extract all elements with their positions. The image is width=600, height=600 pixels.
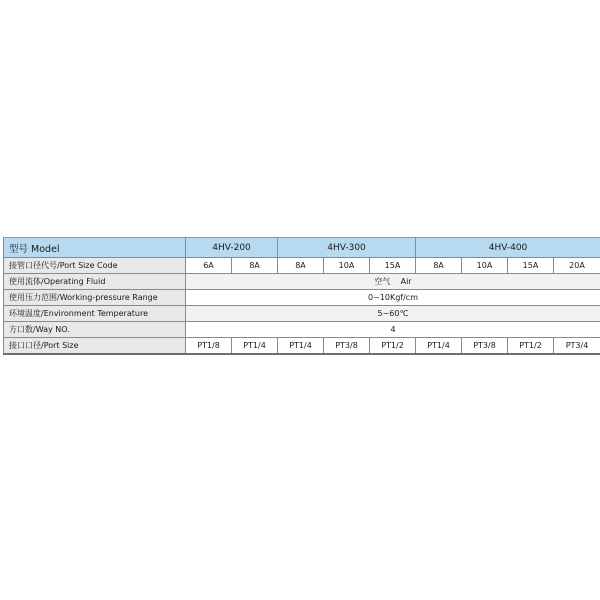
port-size-cell: PT1/2 bbox=[508, 338, 554, 355]
pressure-range-label: 使用压力范围/Working-pressure Range bbox=[4, 290, 186, 306]
model-4hv-300: 4HV-300 bbox=[278, 238, 416, 258]
model-header-row bbox=[4, 238, 600, 258]
port-size-code-label: 接管口径代号/Port Size Code bbox=[4, 258, 186, 274]
port-size-cell: PT3/8 bbox=[324, 338, 370, 355]
port-code-cell: 8A bbox=[416, 258, 462, 274]
operating-fluid-value: 空气 Air bbox=[186, 274, 600, 290]
port-size-cell: PT1/8 bbox=[186, 338, 232, 355]
way-number-label: 方口数/Way NO. bbox=[4, 322, 186, 338]
way-number-row bbox=[4, 322, 600, 338]
pressure-range-value: 0~10Kgf/cm bbox=[186, 290, 600, 306]
port-code-cell: 10A bbox=[462, 258, 508, 274]
port-size-code-row bbox=[4, 258, 600, 274]
port-code-cell: 6A bbox=[186, 258, 232, 274]
port-code-cell: 15A bbox=[370, 258, 416, 274]
operating-fluid-label: 使用流体/Operating Fluid bbox=[4, 274, 186, 290]
port-size-cell: PT3/8 bbox=[462, 338, 508, 355]
model-4hv-200: 4HV-200 bbox=[186, 238, 278, 258]
port-code-cell: 10A bbox=[324, 258, 370, 274]
port-code-cell: 20A bbox=[554, 258, 600, 274]
port-code-cell: 15A bbox=[508, 258, 554, 274]
environment-temperature-row bbox=[4, 306, 600, 322]
port-size-row bbox=[4, 338, 600, 355]
port-size-cell: PT1/2 bbox=[370, 338, 416, 355]
port-code-cell: 8A bbox=[278, 258, 324, 274]
port-size-label: 接口口径/Port Size bbox=[4, 338, 186, 355]
way-number-value: 4 bbox=[186, 322, 600, 338]
model-label: 型号 Model bbox=[4, 238, 186, 258]
port-size-cell: PT1/4 bbox=[232, 338, 278, 355]
port-code-cell: 8A bbox=[232, 258, 278, 274]
port-size-cell: PT3/4 bbox=[554, 338, 600, 355]
pressure-range-row bbox=[4, 290, 600, 306]
model-4hv-400: 4HV-400 bbox=[416, 238, 600, 258]
environment-temperature-label: 环境温度/Environment Temperature bbox=[4, 306, 186, 322]
spec-table bbox=[3, 237, 600, 355]
port-size-cell: PT1/4 bbox=[416, 338, 462, 355]
environment-temperature-value: 5~60℃ bbox=[186, 306, 600, 322]
operating-fluid-row bbox=[4, 274, 600, 290]
port-size-cell: PT1/4 bbox=[278, 338, 324, 355]
